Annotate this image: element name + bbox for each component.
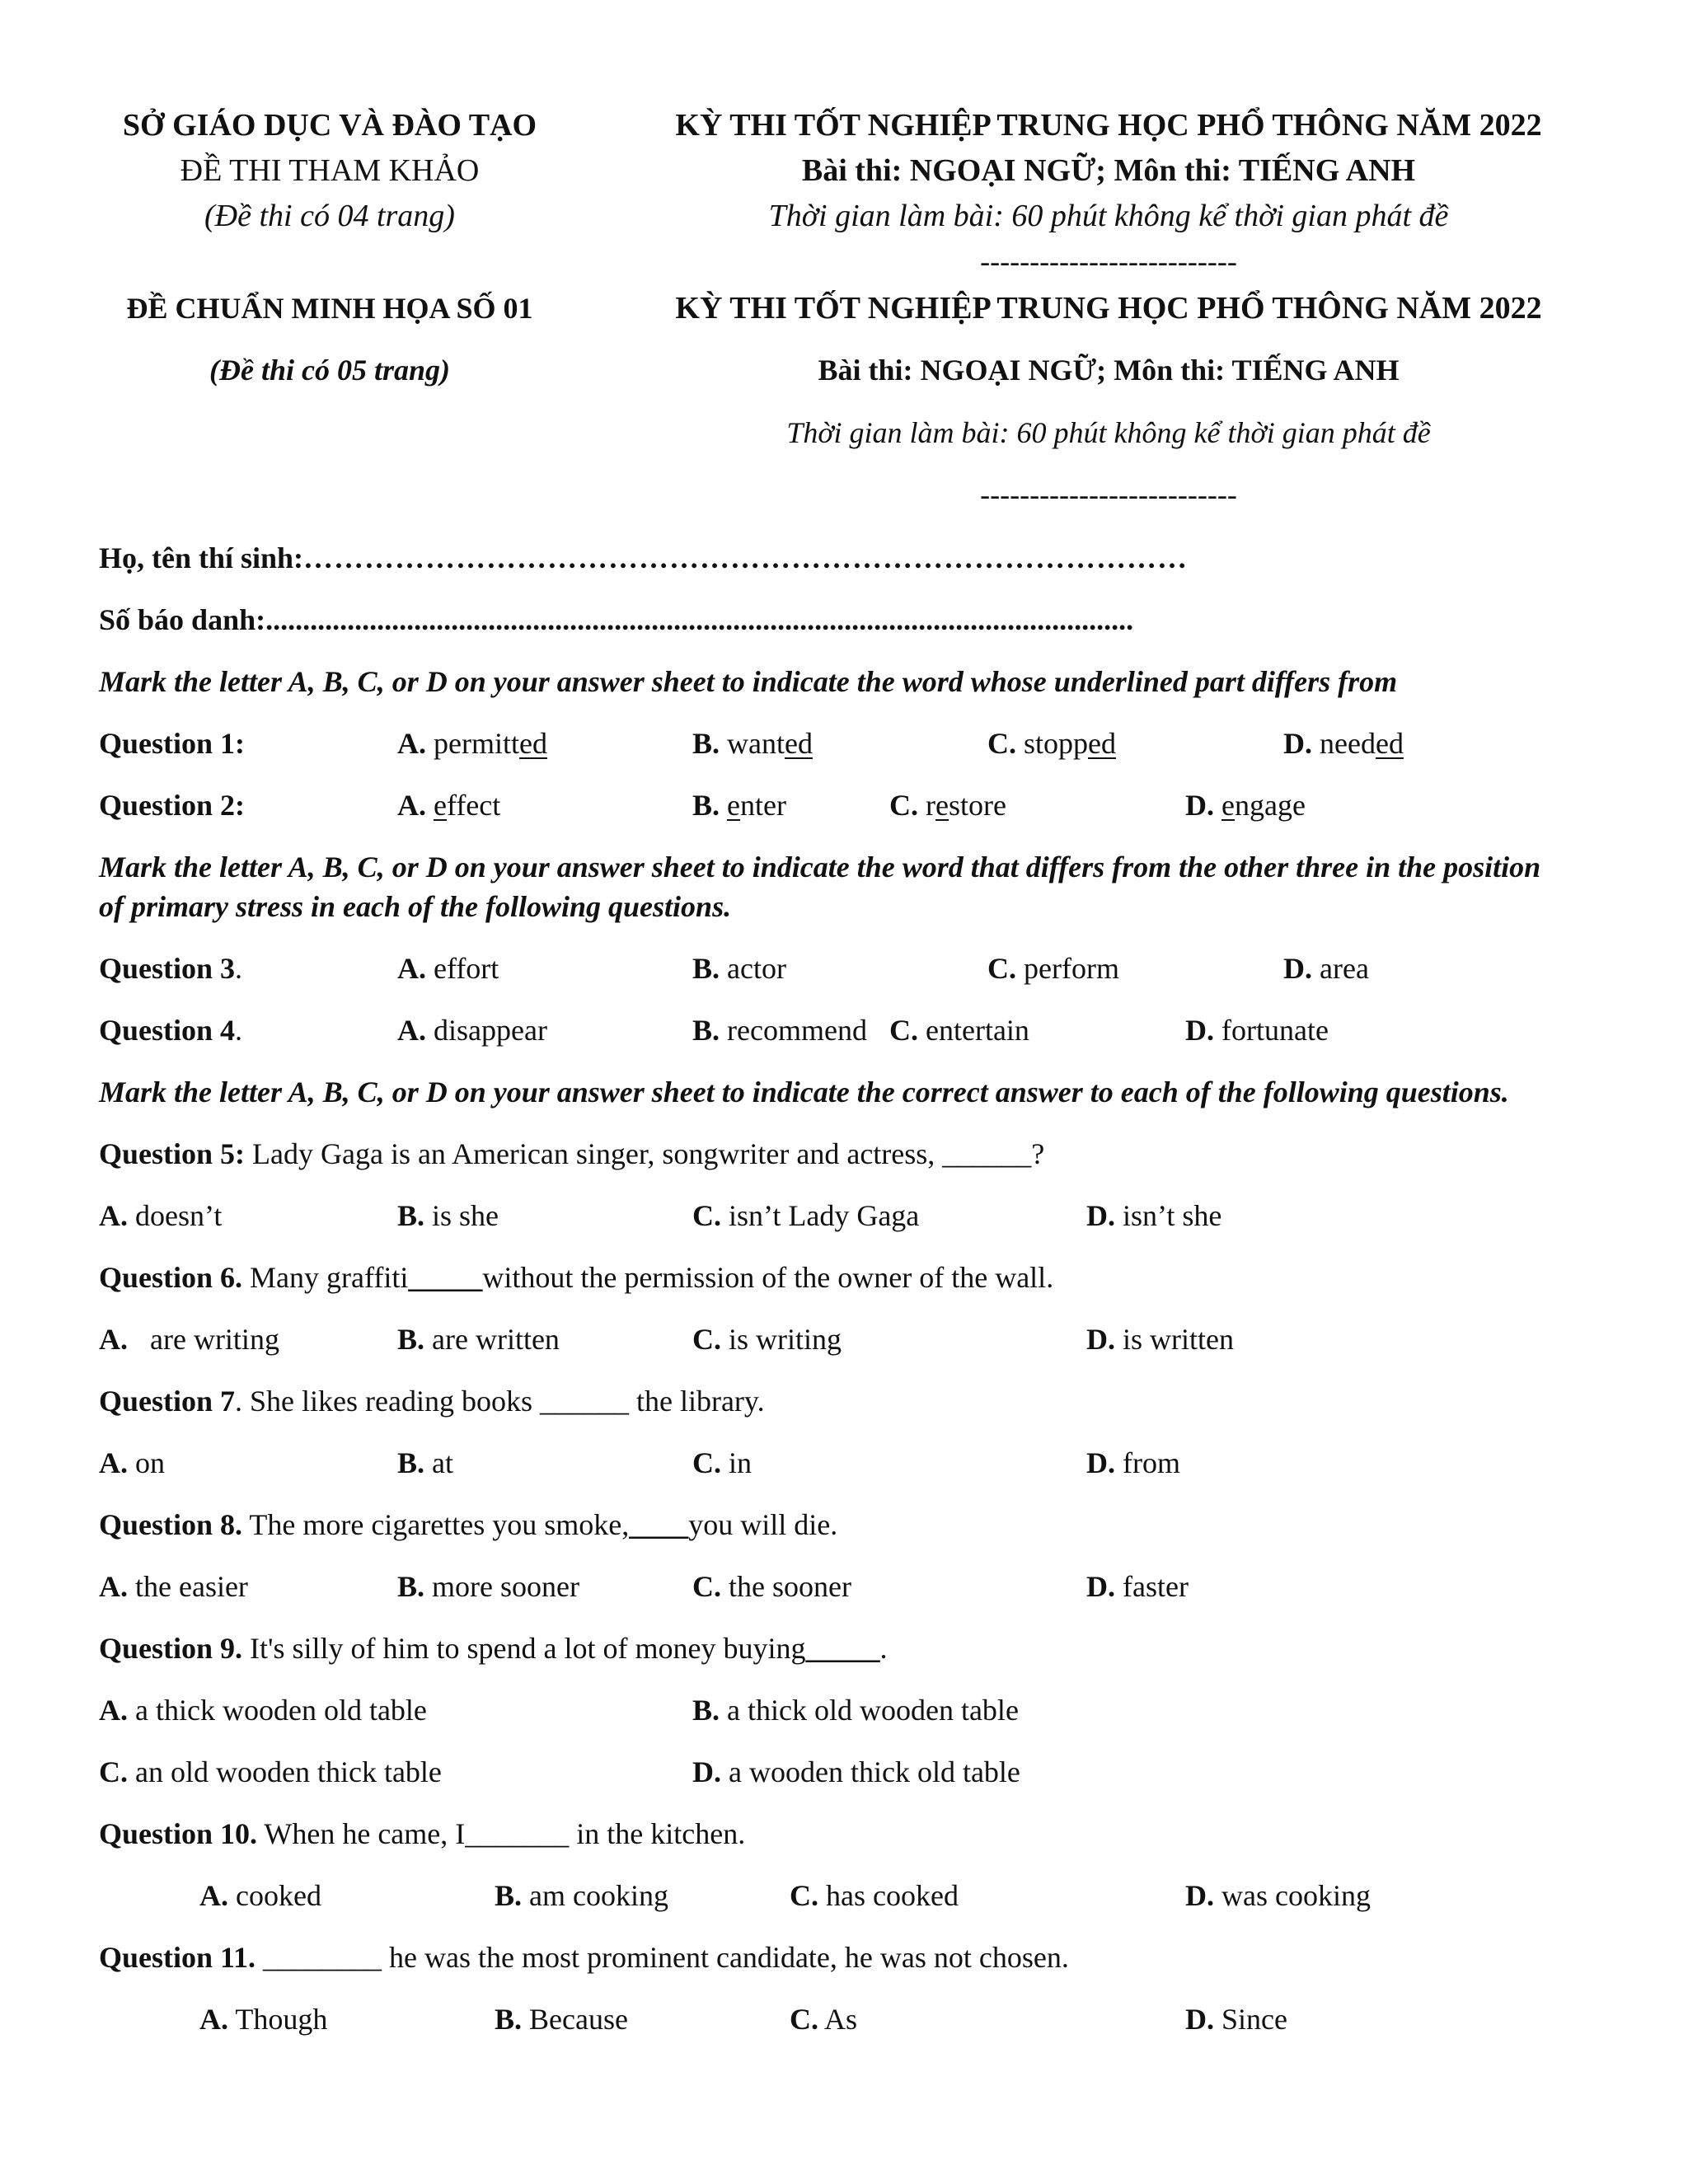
q4-option-b[interactable]: B. recommend xyxy=(692,1014,867,1047)
question-label-6: Question 6. xyxy=(99,1261,243,1294)
question-label-2: Question 2: xyxy=(99,789,246,822)
answer-blank: _____ xyxy=(408,1261,483,1294)
question-label-1: Question 1: xyxy=(99,727,246,760)
instruction-stress-line2: of primary stress in each of the following questions. xyxy=(99,890,732,923)
q8-option-b[interactable]: B. more sooner xyxy=(397,1570,579,1603)
question-label-8: Question 8. xyxy=(99,1508,243,1541)
time-1: Thời gian làm bài: 60 phút không kể thời gian phát đề xyxy=(768,199,1449,233)
candidate-id-field[interactable]: ..................................................................................................................... xyxy=(265,603,1134,636)
model-title: ĐỀ CHUẨN MINH HỌA SỐ 01 xyxy=(126,292,533,325)
instruction-pronunciation: Mark the letter A, B, C, or D on your answer sheet to indicate the word whose underlined part differs from xyxy=(99,665,1398,698)
q11-option-c[interactable]: C. As xyxy=(790,2003,858,2036)
subject-1: Bài thi: NGOẠI NGỮ; Môn thi: TIẾNG ANH xyxy=(801,153,1416,188)
q9-option-a[interactable]: A. a thick wooden old table xyxy=(99,1694,427,1727)
subject-2: Bài thi: NGOẠI NGỮ; Môn thi: TIẾNG ANH xyxy=(818,354,1400,387)
q7-option-a[interactable]: A. on xyxy=(99,1446,165,1479)
q11-option-a[interactable]: A. Though xyxy=(199,2003,328,2036)
q2-option-c[interactable]: C. restore xyxy=(889,789,1006,822)
q3-option-b[interactable]: B. actor xyxy=(692,952,786,985)
q1-option-b[interactable]: B. wanted xyxy=(692,727,813,760)
candidate-id-label: Số báo danh: xyxy=(99,603,266,636)
instruction-stress-line1: Mark the letter A, B, C, or D on your answer sheet to indicate the word that differs from the other three in the position xyxy=(99,851,1541,883)
q11-option-b[interactable]: B. Because xyxy=(495,2003,628,2036)
q4-option-c[interactable]: C. entertain xyxy=(889,1014,1029,1047)
q3-option-c[interactable]: C. perform xyxy=(987,952,1119,985)
q1-option-a[interactable]: A. permitted xyxy=(397,727,547,760)
answer-blank: _______ xyxy=(465,1817,570,1850)
q10-option-b[interactable]: B. am cooking xyxy=(495,1879,668,1912)
answer-blank: ______ xyxy=(539,1385,629,1418)
question-label-11: Question 11. xyxy=(99,1941,256,1974)
q8-option-c[interactable]: C. the sooner xyxy=(692,1570,851,1603)
question-label-4: Question 4. xyxy=(99,1014,243,1047)
q6-option-a[interactable]: A. are writing xyxy=(99,1323,279,1356)
q9-option-b[interactable]: B. a thick old wooden table xyxy=(692,1694,1019,1727)
exam-title-2: KỲ THI TỐT NGHIỆP TRUNG HỌC PHỔ THÔNG NĂM 2022 xyxy=(675,291,1542,326)
q11-option-d[interactable]: D. Since xyxy=(1185,2003,1287,2036)
separator-1: -------------------------- xyxy=(980,245,1237,278)
question-label-3: Question 3. xyxy=(99,952,243,985)
question-10-stem: Question 10. When he came, I_______ in the kitchen. xyxy=(99,1817,746,1850)
q4-option-d[interactable]: D. fortunate xyxy=(1185,1014,1329,1047)
q9-option-c[interactable]: C. an old wooden thick table xyxy=(99,1755,442,1788)
q2-option-d[interactable]: D. engage xyxy=(1185,789,1306,822)
question-label-5: Question 5: xyxy=(99,1137,246,1170)
q10-option-d[interactable]: D. was cooking xyxy=(1185,1879,1371,1912)
q5-option-d[interactable]: D. isn’t she xyxy=(1086,1199,1222,1232)
q6-option-c[interactable]: C. is writing xyxy=(692,1323,842,1356)
q3-option-d[interactable]: D. area xyxy=(1283,952,1369,985)
page-count-2: (Đề thi có 05 trang) xyxy=(209,354,450,387)
q4-option-a[interactable]: A. disappear xyxy=(397,1014,547,1047)
q8-option-a[interactable]: A. the easier xyxy=(99,1570,248,1603)
q7-option-b[interactable]: B. at xyxy=(397,1446,453,1479)
exam-title-1: KỲ THI TỐT NGHIỆP TRUNG HỌC PHỔ THÔNG NĂM 2022 xyxy=(675,108,1542,143)
separator-2: -------------------------- xyxy=(980,478,1237,511)
candidate-id-row xyxy=(99,602,1133,638)
q8-option-d[interactable]: D. faster xyxy=(1086,1570,1189,1603)
q2-option-b[interactable]: B. enter xyxy=(692,789,786,822)
candidate-name-label: Họ, tên thí sinh: xyxy=(99,541,304,574)
q3-option-a[interactable]: A. effort xyxy=(397,952,499,985)
question-label-9: Question 9. xyxy=(99,1632,243,1665)
q9-option-d[interactable]: D. a wooden thick old table xyxy=(692,1755,1020,1788)
candidate-name-row xyxy=(99,540,1188,576)
candidate-name-field[interactable]: …………………………………………………………………………… xyxy=(303,541,1189,574)
q5-option-b[interactable]: B. is she xyxy=(397,1199,499,1232)
answer-blank: _____ xyxy=(805,1632,880,1665)
exam-type: ĐỀ THI THAM KHẢO xyxy=(180,153,480,188)
q1-option-c[interactable]: C. stopped xyxy=(987,727,1116,760)
question-6-stem: Question 6. Many graffiti_____without the permission of the owner of the wall. xyxy=(99,1261,1054,1294)
question-label-10: Question 10. xyxy=(99,1817,258,1850)
question-7-stem: Question 7. She likes reading books ______ the library. xyxy=(99,1385,765,1418)
q7-option-c[interactable]: C. in xyxy=(692,1446,753,1479)
q5-option-a[interactable]: A. doesn’t xyxy=(99,1199,223,1232)
q6-option-b[interactable]: B. are written xyxy=(397,1323,560,1356)
q7-option-d[interactable]: D. from xyxy=(1086,1446,1180,1479)
instruction-correct-answer: Mark the letter A, B, C, or D on your answer sheet to indicate the correct answer to each of the following questions. xyxy=(99,1076,1509,1108)
q6-option-d[interactable]: D. is written xyxy=(1086,1323,1234,1356)
answer-blank: ____ xyxy=(629,1508,689,1541)
answer-blank: ________ xyxy=(263,1941,382,1974)
time-2: Thời gian làm bài: 60 phút không kể thời gian phát đề xyxy=(786,416,1431,449)
question-8-stem: Question 8. The more cigarettes you smoke,____you will die. xyxy=(99,1508,838,1541)
page-count-1: (Đề thi có 04 trang) xyxy=(204,199,455,233)
dept-title: SỞ GIÁO DỤC VÀ ĐÀO TẠO xyxy=(122,108,537,143)
q5-option-c[interactable]: C. isn’t Lady Gaga xyxy=(692,1199,920,1232)
q10-option-a[interactable]: A. cooked xyxy=(199,1879,321,1912)
q2-option-a[interactable]: A. effect xyxy=(397,789,501,822)
question-5-stem: Question 5: Lady Gaga is an American singer, songwriter and actress, ______? xyxy=(99,1137,1045,1170)
q1-option-d[interactable]: D. needed xyxy=(1283,727,1404,760)
question-9-stem: Question 9. It's silly of him to spend a lot of money buying_____. xyxy=(99,1632,888,1665)
answer-blank: ______ xyxy=(942,1137,1032,1170)
question-label-7: Question 7 xyxy=(99,1385,236,1418)
question-11-stem: Question 11. ________ he was the most prominent candidate, he was not chosen. xyxy=(99,1941,1069,1974)
q10-option-c[interactable]: C. has cooked xyxy=(790,1879,959,1912)
